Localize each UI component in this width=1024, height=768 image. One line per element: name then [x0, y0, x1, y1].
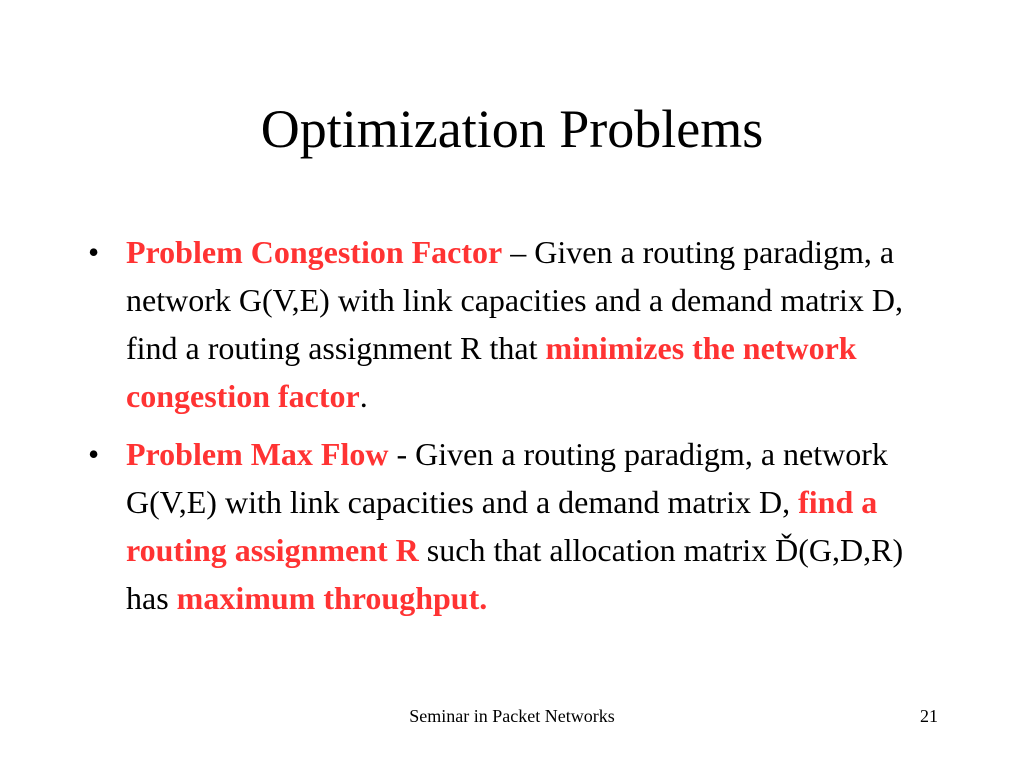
- footer-title: Seminar in Packet Networks: [409, 706, 615, 726]
- bullet-emphasis-end: maximum throughput.: [176, 580, 488, 616]
- bullet-text: – Given a routing paradigm, a network G(V,E) with link capacities and a demand matrix D, find a routing assignment R that: [126, 234, 903, 366]
- bullet-text-middle: such that allocation matrix Ď(G,D,R) has: [126, 532, 904, 616]
- page-number: 21: [920, 706, 938, 726]
- slide-title: Optimization Problems: [260, 99, 764, 159]
- bullet-list: [88, 228, 948, 632]
- bullet-text: - Given a routing paradigm, a network G(V,E) with link capacities and a demand matrix D,: [126, 436, 888, 520]
- bullet-congestion-factor: [88, 228, 948, 420]
- bullet-icon: •: [88, 234, 100, 270]
- bullet-icon: •: [88, 436, 100, 472]
- bullet-text-end: .: [359, 378, 368, 414]
- bullet-emphasis: minimizes the network congestion factor: [126, 330, 857, 414]
- bullet-emphasis: find a routing assignment R: [126, 484, 878, 568]
- bullet-term: Problem Congestion Factor: [126, 234, 503, 270]
- bullet-term: Problem Max Flow: [126, 436, 389, 472]
- bullet-max-flow: [88, 430, 948, 622]
